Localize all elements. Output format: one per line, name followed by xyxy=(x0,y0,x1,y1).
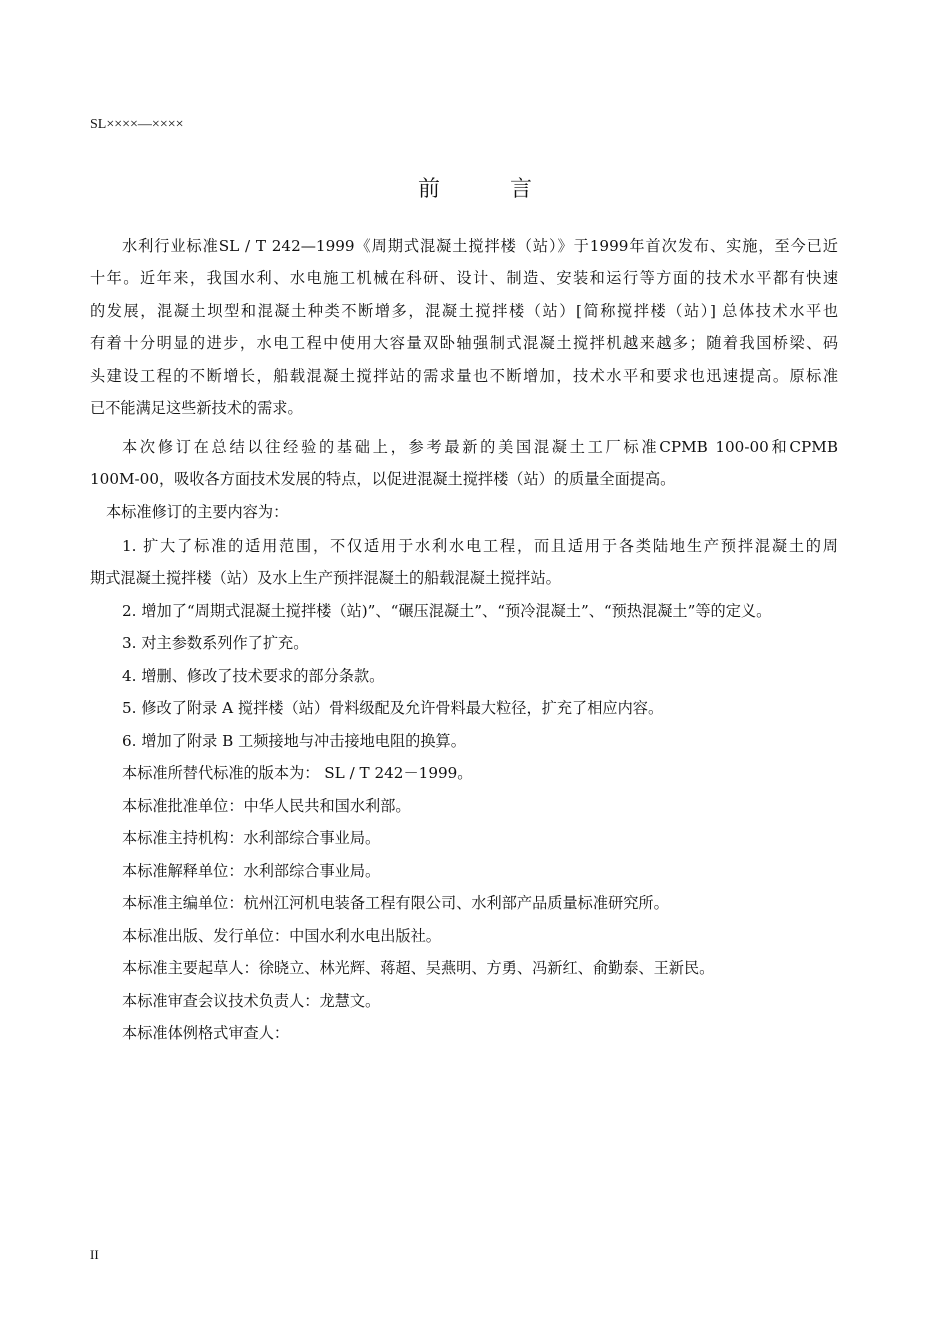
paragraph-1-line-5: 头建设工程的不断增长，船载混凝土搅拌站的需求量也不断增加，技术水平和要求也迅速提高。原标准 xyxy=(90,367,838,385)
paragraph-1-line-3: 的发展，混凝土坝型和混凝土种类不断增多，混凝土搅拌楼（站）[简称搅拌楼（站）] 总体技术水平也 xyxy=(90,302,838,320)
chief-editing-unit: 本标准主编单位：杭州江河机电装备工程有限公司、水利部产品质量标准研究所。 xyxy=(122,894,669,912)
revision-item-3: 3. 对主参数系列作了扩充。 xyxy=(122,634,309,652)
approving-unit: 本标准批准单位：中华人民共和国水利部。 xyxy=(122,797,411,815)
main-drafters: 本标准主要起草人：徐晓立、林光辉、蒋超、吴燕明、方勇、冯新红、俞勤泰、王新民。 xyxy=(122,959,715,977)
sponsoring-organization: 本标准主持机构：水利部综合事业局。 xyxy=(122,829,381,847)
title-char-2: 言 xyxy=(510,177,533,202)
paragraph-1-line-1: 水利行业标准SL / T 242—1999《周期式混凝土搅拌楼（站）》于1999年首次发布、实施，至今已近 xyxy=(122,237,838,255)
page-title xyxy=(0,172,950,203)
revision-item-1-line-2: 期式混凝土搅拌楼（站）及水上生产预拌混凝土的船载混凝土搅拌站。 xyxy=(90,569,561,587)
review-technical-lead: 本标准审查会议技术负责人：龙慧文。 xyxy=(122,992,381,1010)
page-number: II xyxy=(90,1247,99,1262)
replaced-standard: 本标准所替代标准的版本为： SL / T 242－1999。 xyxy=(122,764,473,782)
paragraph-2-line-1: 本次修订在总结以往经验的基础上，参考最新的美国混凝土工厂标准CPMB 100-00和CPMB xyxy=(122,438,838,456)
paragraph-2-line-2: 100M-00，吸收各方面技术发展的特点，以促进混凝土搅拌楼（站）的质量全面提高。 xyxy=(90,470,676,488)
paragraph-1-line-6: 已不能满足这些新技术的需求。 xyxy=(90,399,303,417)
paragraph-1-line-2: 十年。近年来，我国水利、水电施工机械在科研、设计、制造、安装和运行等方面的技术水平都有快速 xyxy=(90,269,838,287)
revision-summary-intro: 本标准修订的主要内容为： xyxy=(106,503,289,521)
interpreting-unit: 本标准解释单位：水利部综合事业局。 xyxy=(122,862,381,880)
document-number-header: SL××××—×××× xyxy=(90,117,184,132)
revision-item-2: 2. 增加了“周期式混凝土搅拌楼（站)”、“碾压混凝土”、“预冷混凝土”、“预热混凝土”等的定义。 xyxy=(122,602,772,620)
revision-item-1-line-1: 1. 扩大了标准的适用范围，不仅适用于水利水电工程，而且适用于各类陆地生产预拌混凝土的周 xyxy=(122,537,838,555)
revision-item-5: 5. 修改了附录 A 搅拌楼（站）骨料级配及允许骨料最大粒径，扩充了相应内容。 xyxy=(122,699,664,717)
title-char-1: 前 xyxy=(417,177,440,202)
paragraph-1-line-4: 有着十分明显的进步，水电工程中使用大容量双卧轴强制式混凝土搅拌机越来越多；随着我国桥梁、码 xyxy=(90,334,838,352)
revision-item-4: 4. 增删、修改了技术要求的部分条款。 xyxy=(122,667,385,685)
revision-item-6: 6. 增加了附录 B 工频接地与冲击接地电阻的换算。 xyxy=(122,732,466,750)
publisher: 本标准出版、发行单位：中国水利水电出版社。 xyxy=(122,927,441,945)
format-reviewer: 本标准体例格式审查人： xyxy=(122,1024,290,1042)
